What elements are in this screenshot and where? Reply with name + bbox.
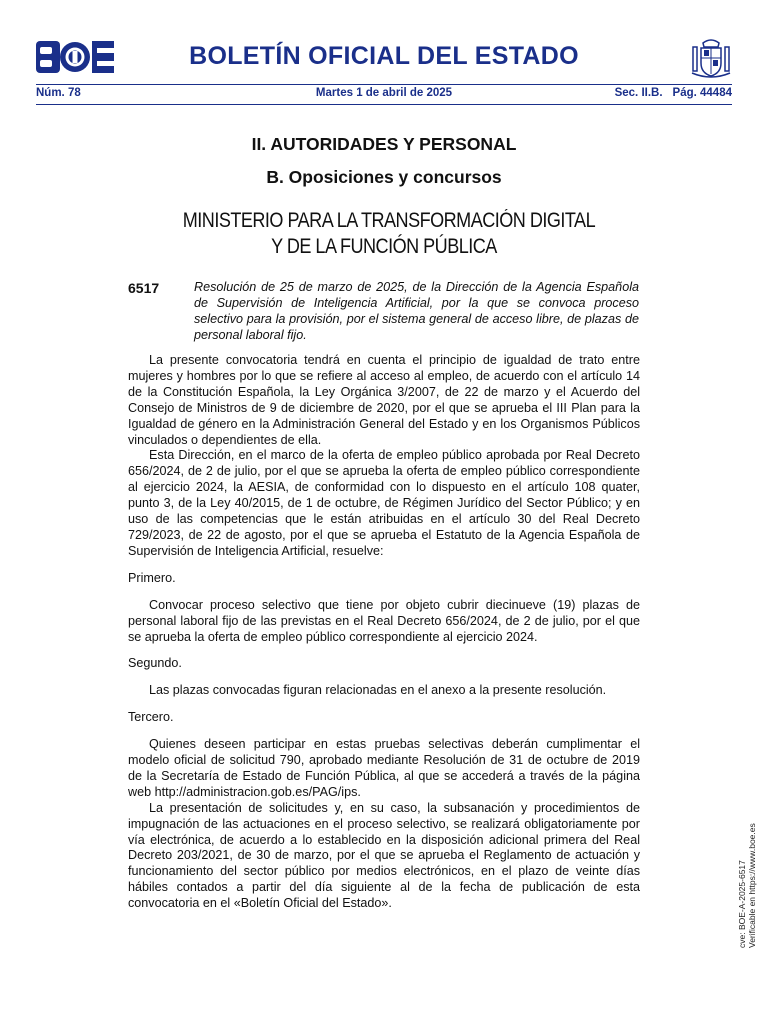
boe-logo (36, 41, 114, 73)
header-rule-bottom (36, 104, 732, 105)
header-rule (36, 84, 732, 85)
article-heading: Segundo. (128, 656, 182, 671)
issue-number: Núm. 78 (36, 87, 81, 99)
document-body (128, 353, 640, 912)
ministry-line-2: Y DE LA FUNCIÓN PÚBLICA (271, 235, 497, 258)
issue-date: Martes 1 de abril de 2025 (315, 87, 453, 99)
paragraph: La presentación de solicitudes y, en su caso, la subsanación y procedimientos de impugnación de las actuaciones en el proceso selectivo, se realizará obligatoriamente por vía electrónica, de acuerdo a lo establecido en la disposición adicional primera del Real Decreto 203/2021, de 30 de marzo, por el que se aprueba el Reglamento de actuación y funcionamiento del sector público por medios electrónicos, en el plazo de veinte días hábiles contados a partir del día siguiente al de la fecha de publicación de esta convocatoria en el «Boletín Oficial del Estado». (128, 800, 640, 911)
header-meta (36, 87, 732, 103)
verification-url: Verificable en https://www.boe.es (747, 823, 757, 948)
ministry-line-1: MINISTERIO PARA LA TRANSFORMACIÓN DIGITAL (182, 209, 596, 232)
subsection-title: B. Oposiciones y concursos (266, 167, 502, 187)
article-heading: Tercero. (128, 710, 174, 725)
ministry-heading (182, 208, 596, 260)
paragraph: Convocar proceso selectivo que tiene por objeto cubrir diecinueve (19) plazas de personal laboral fijo de las previstas en el Real Decreto 656/2024, de 2 de julio, por el que se aprueba la oferta de empleo público correspondiente al ejercicio 2024. (128, 597, 640, 644)
paragraph: Las plazas convocadas figuran relacionadas en el anexo a la presente resolución. (149, 683, 607, 698)
cve-code: cve: BOE-A-2025-6517 (737, 860, 747, 948)
article-heading: Primero. (128, 570, 176, 585)
paragraph: La presente convocatoria tendrá en cuenta el principio de igualdad de trato entre mujeres y hombres por lo que se refiere al acceso al empleo, de acuerdo con el artículo 14 de la Constitución Española, la Ley Orgánica 3/2007, de 22 de marzo y el Acuerdo del Consejo de Ministros de 9 de diciembre de 2020, por el que se aprueba el III Plan para la Igualdad de género en la Administración General del Estado y en los Organismos Públicos vinculados o dependientes de ella. (128, 353, 640, 447)
page-number: Pág. 44484 (672, 87, 732, 99)
section-title: II. AUTORIDADES Y PERSONAL (251, 134, 517, 154)
bulletin-title: BOLETÍN OFICIAL DEL ESTADO (189, 42, 579, 70)
paragraph: Esta Dirección, en el marco de la oferta de empleo público aprobada por Real Decreto 656/2024, de 2 de julio, por el que se aprueba la oferta de empleo público correspondiente al ejercicio 2024, la AESIA, de conformidad con lo dispuesto en el artículo 108 quater, punto 3, de la Ley 40/2015, de 1 de octubre, de Régimen Jurídico del Sector Público; y en uso de las competencias que le están atribuidas en el artículo 30 del Real Decreto 729/2023, de 22 de agosto, por el que se aprueba el Estatuto de la Agencia Española de Supervisión de Inteligencia Artificial, resuelve: (128, 448, 640, 558)
paragraph: Quienes deseen participar en estas pruebas selectivas deberán cumplimentar el modelo oficial de solicitud 790, aprobado mediante Resolución de 31 de octubre de 2019 de la Secretaría de Estado de Función Pública, al que se accederá a través de la página web http://administracion.gob.es/PAG/ips. (128, 737, 640, 799)
verification-note (737, 823, 757, 948)
document-summary: Resolución de 25 de marzo de 2025, de la Dirección de la Agencia Española de Supervisión de Inteligencia Artificial, por la que se convoca proceso selectivo para la provisión, por el sistema general de acceso libre, de plazas de personal laboral fijo. (194, 280, 639, 342)
section-code: Sec. II.B. (614, 87, 663, 99)
document-number: 6517 (128, 280, 160, 296)
section-page (615, 87, 732, 99)
spanish-coat-of-arms-icon (690, 37, 732, 79)
